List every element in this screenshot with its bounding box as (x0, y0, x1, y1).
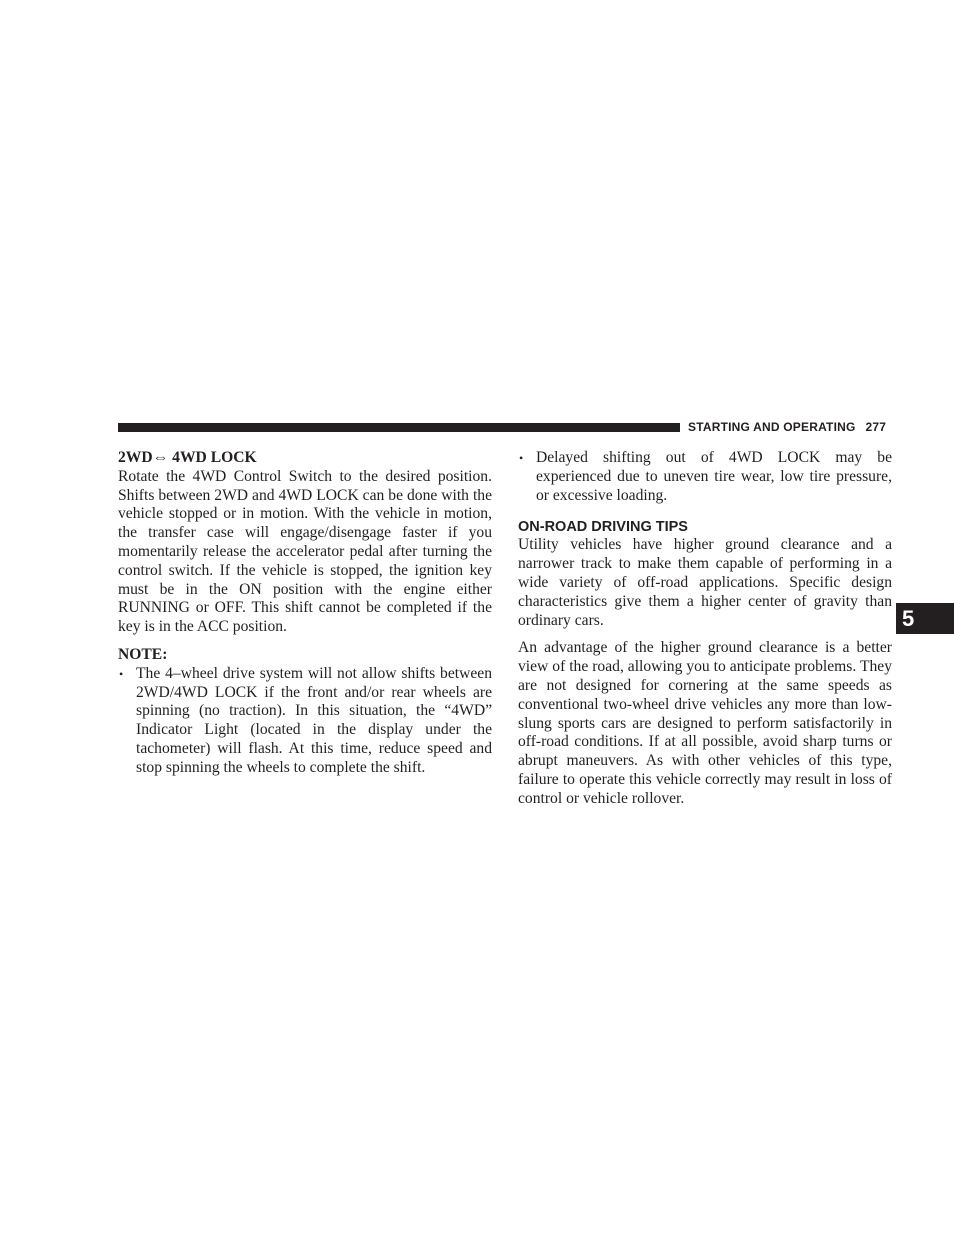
note-bullet-list (118, 665, 492, 778)
bullet-list (518, 449, 892, 505)
section-title: STARTING AND OPERATING (688, 420, 856, 434)
section-heading-2wd-4wd-lock: 2WD⇔ 4WD LOCK (118, 449, 257, 466)
body-paragraph: An advantage of the higher ground clearance is a better view of the road, allowing you to anticipate problems. They are not designed for cornering at the same speeds as conventional two-wheel drive vehicles any more than low-slung sports cars are designed to perform satisfactorily in off-road conditions. If at all possible, avoid sharp turns or abrupt maneuvers. As with other vehicles of this type, failure to operate this vehicle correctly may result in loss of control or vehicle rollover. (518, 639, 892, 807)
right-column (518, 449, 892, 809)
running-header (688, 420, 892, 434)
bullet-icon: • (119, 666, 124, 681)
note-label: NOTE: (118, 645, 168, 663)
bullet-icon: • (519, 451, 524, 465)
list-item-text: Delayed shifting out of 4WD LOCK may be experienced due to uneven tire wear, low tire pressure, or excessive loading. (536, 449, 892, 504)
header-rule (118, 423, 680, 432)
page-number: 277 (865, 420, 887, 434)
list-item (118, 665, 492, 778)
body-paragraph: Rotate the 4WD Control Switch to the desired position. Shifts between 2WD and 4WD LOCK can be done with the vehicle stopped or in motion. With the vehicle in motion, the transfer case will engage/disengage faster if you momentarily release the accelerator pedal after turning the control switch. If the vehicle is stopped, the ignition key must be in the ON position with the engine either RUNNING or OFF. This shift cannot be completed if the key is in the ACC position. (118, 467, 492, 636)
section-heading-on-road-driving-tips: ON-ROAD DRIVING TIPS (518, 519, 688, 536)
body-paragraph: Utility vehicles have higher ground clearance and a narrower track to make them capable of performing in a wide variety of off-road applications. Specific design characteristics give them a higher center of gravity than ordinary cars. (518, 536, 892, 629)
list-item (518, 449, 892, 505)
chapter-tab[interactable]: 5 (896, 603, 954, 634)
left-column (118, 449, 492, 778)
list-item-text: The 4–wheel drive system will not allow shifts between 2WD/4WD LOCK if the front and/or rear wheels are spinning (no traction). In this situation, the “4WD” Indicator Light (located in the display under the tachometer) will flash. At this time, reduce speed and stop spinning the wheels to complete the shift. (136, 664, 492, 776)
